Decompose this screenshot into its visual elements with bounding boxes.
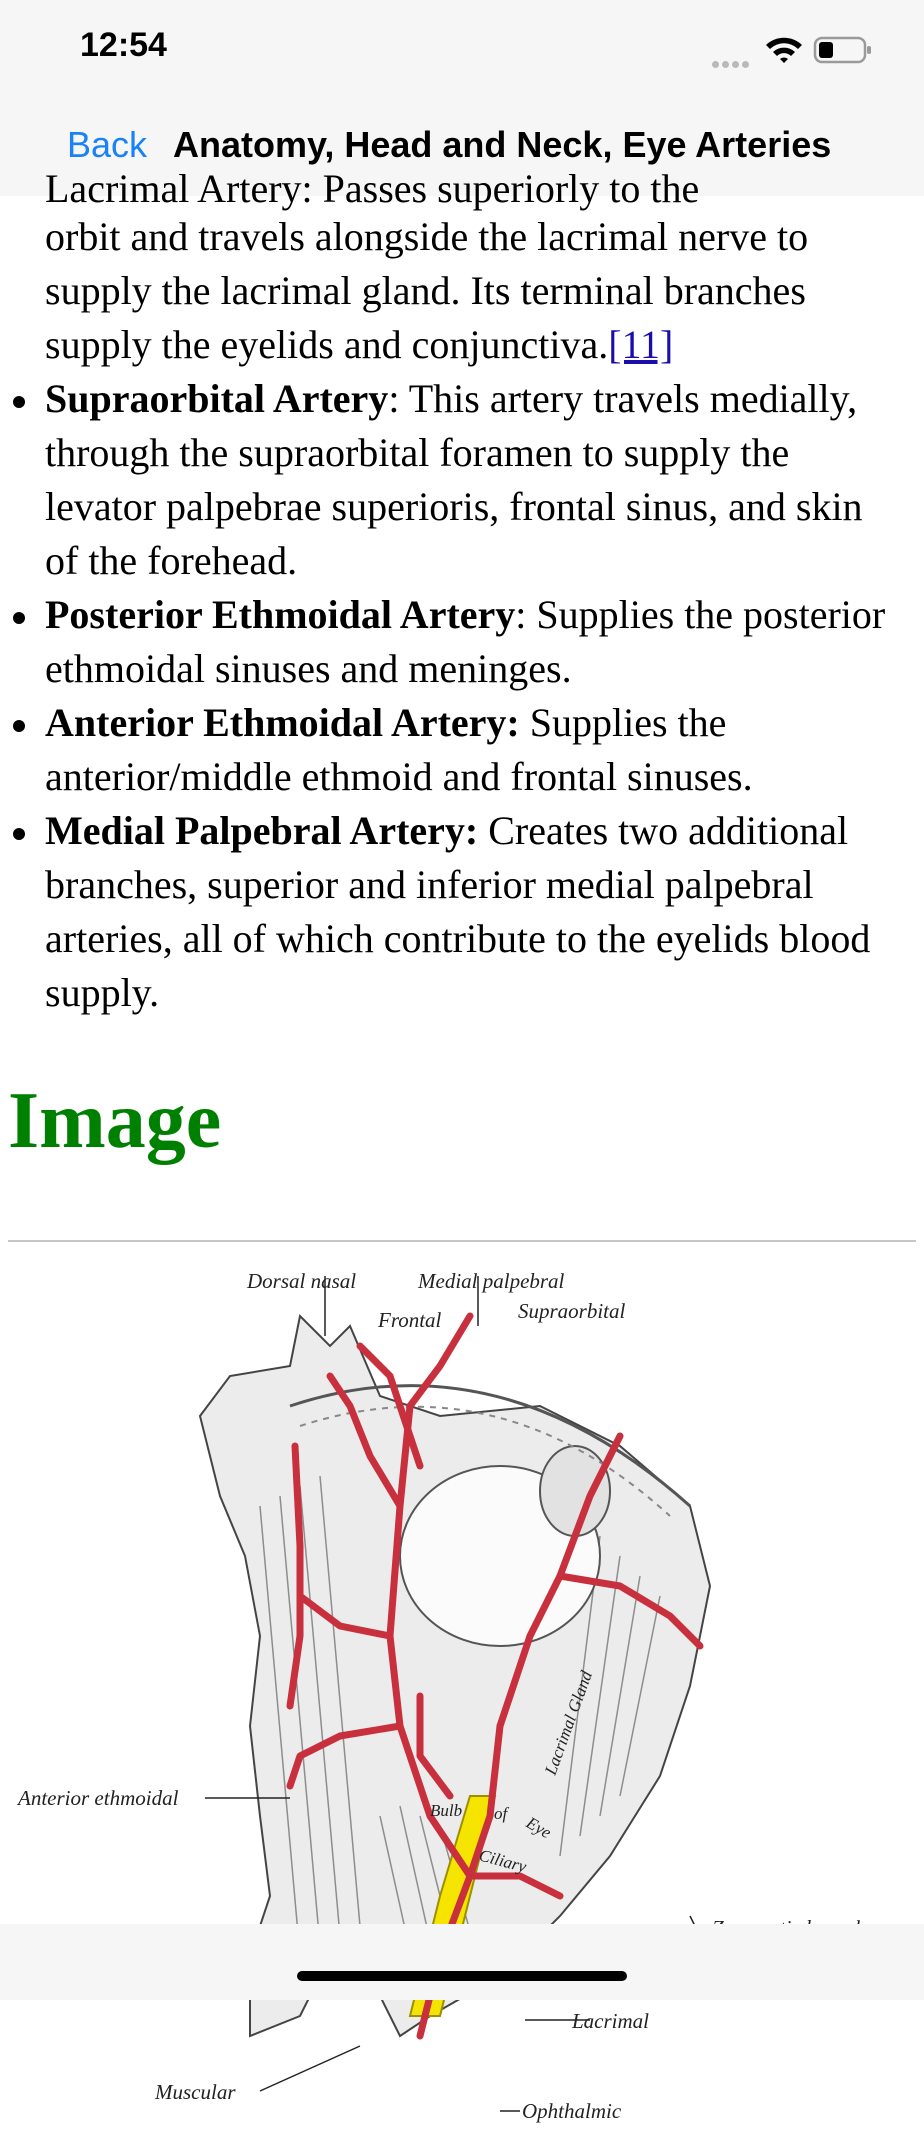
- label-lacrimal: Lacrimal: [572, 2009, 650, 2033]
- list-item-text: Creates two additional branches, superior and inferior medial palpebral arteries, all of which contribute to the eyelids blood supply.: [45, 808, 871, 1015]
- label-supraorbital: Supraorbital: [518, 1299, 626, 1323]
- label-ophthalmic: Ophthalmic: [522, 2099, 622, 2123]
- label-frontal: Frontal: [378, 1308, 442, 1332]
- cellular-signal-icon: [712, 55, 752, 73]
- label-lacrimal-gland: Lacrimal Gland: [540, 1668, 597, 1778]
- list-item-term: Posterior Ethmoidal Artery: [45, 592, 516, 637]
- section-divider: [8, 1240, 916, 1242]
- section-heading: Image: [8, 1077, 222, 1165]
- artery-list: [0, 372, 924, 1020]
- back-button[interactable]: Back: [67, 124, 148, 165]
- list-item-term: Supraorbital Artery: [45, 376, 389, 421]
- status-time: 12:54: [80, 26, 167, 64]
- lacrimal-artery-text: [45, 210, 915, 372]
- list-item-term: Medial Palpebral Artery:: [45, 808, 479, 853]
- battery-icon: [814, 36, 874, 64]
- list-item: [0, 372, 905, 588]
- list-item-text: : This artery travels medially, through the supraorbital foramen to supply the levator palpebrae superioris, frontal sinus, and skin of the forehead.: [45, 376, 863, 583]
- label-bulb: Bulb: [430, 1801, 463, 1820]
- list-item-text: Supplies the anterior/middle ethmoid and frontal sinuses.: [45, 700, 753, 799]
- list-item-text: : Supplies the posterior ethmoidal sinuses and meninges.: [45, 592, 886, 691]
- article-content: [0, 166, 924, 2123]
- label-eye: Eye: [523, 1813, 555, 1843]
- lacrimal-gland: [540, 1446, 610, 1536]
- partially-hidden-line: Lacrimal Artery: Passes superiorly to the: [45, 166, 700, 211]
- paragraph-text: orbit and travels alongside the lacrimal nerve to supply the lacrimal gland. Its terminal branches supply the eyelids and conjunctiva.: [45, 214, 809, 367]
- page-title: Anatomy, Head and Neck, Eye Arteries: [173, 124, 832, 165]
- list-item: [0, 804, 905, 1020]
- label-medial-palpebral: Medial palpebral: [418, 1269, 565, 1293]
- status-bar: [0, 0, 924, 100]
- label-anterior-ethmoidal: Anterior ethmoidal: [18, 1786, 179, 1810]
- label-dorsal-nasal: Dorsal nasal: [247, 1269, 357, 1293]
- home-indicator-area: [0, 1924, 924, 2000]
- label-muscular: Muscular: [155, 2080, 236, 2104]
- wifi-icon: [764, 34, 804, 64]
- reference-link[interactable]: [11]: [608, 322, 674, 367]
- home-indicator[interactable]: [297, 1971, 627, 1981]
- list-item: [0, 696, 905, 804]
- list-item: [0, 588, 905, 696]
- label-of: of: [494, 1804, 508, 1823]
- list-item-term: Anterior Ethmoidal Artery:: [45, 700, 520, 745]
- label-ciliary: Ciliary: [476, 1845, 529, 1877]
